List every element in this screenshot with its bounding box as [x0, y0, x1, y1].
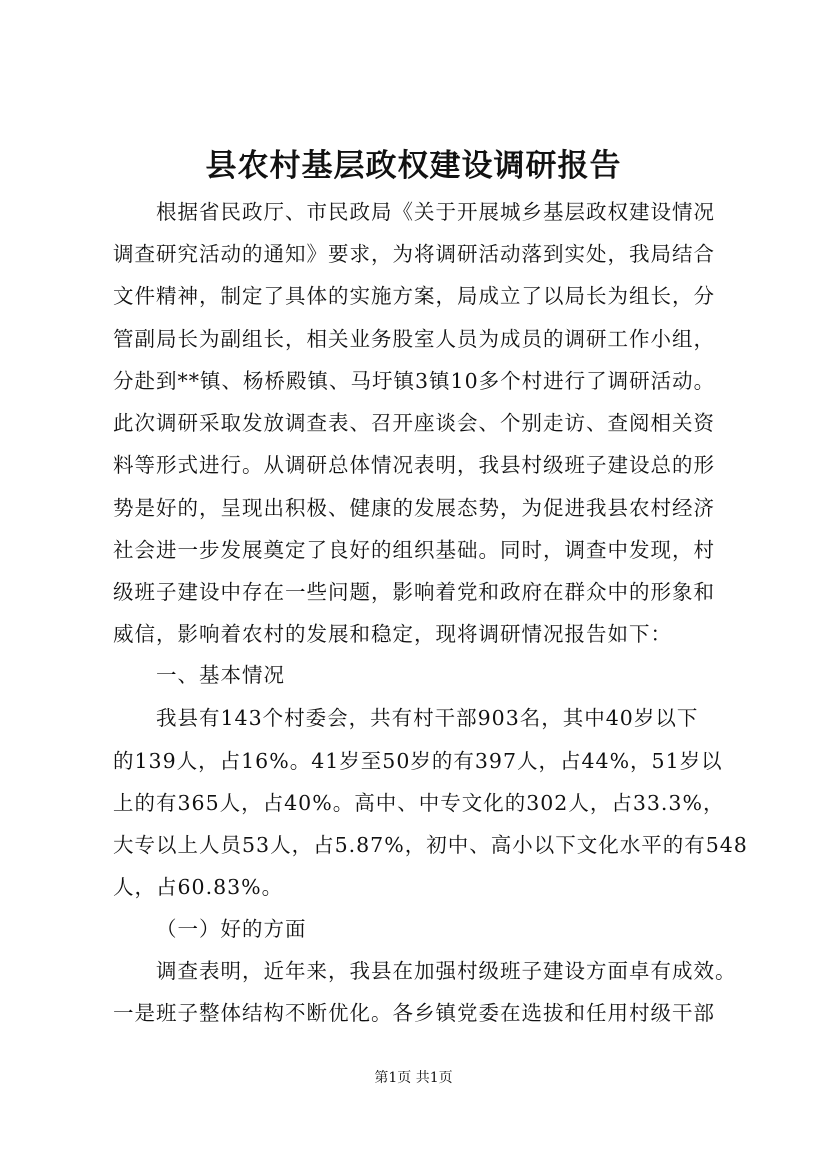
paragraph-line: 管副局长为副组长，相关业务股室人员为成员的调研工作小组，: [113, 327, 715, 351]
paragraph-line: 文件精神，制定了具体的实施方案，局成立了以局长为组长，分: [113, 284, 715, 308]
paragraph-line: 根据省民政厅、市民政局《关于开展城乡基层政权建设情况: [156, 200, 715, 224]
paragraph-line: 一是班子整体结构不断优化。各乡镇党委在选拔和任用村级干部: [113, 1001, 715, 1025]
paragraph-line: 调查研究活动的通知》要求，为将调研活动落到实处，我局结合: [113, 242, 715, 266]
paragraph-line: 级班子建设中存在一些问题，影响着党和政府在群众中的形象和: [113, 580, 715, 604]
paragraph-line: 社会进一步发展奠定了良好的组织基础。同时，调查中发现，村: [113, 538, 715, 562]
page-footer: 第1页 共1页: [374, 1070, 453, 1086]
document-title: 县农村基层政权建设调研报告: [205, 148, 622, 184]
subsection-heading: （一）好的方面: [156, 917, 307, 941]
paragraph-line: 调查表明，近年来，我县在加强村级班子建设方面卓有成效。: [156, 959, 737, 983]
paragraph-line: 分赴到**镇、杨桥殿镇、马圩镇3镇10多个村进行了调研活动。: [113, 369, 716, 393]
section-heading: 一、基本情况: [156, 663, 285, 687]
paragraph-line: 我县有143个村委会，共有村干部903名，其中40岁以下: [156, 706, 699, 730]
paragraph-line: 人，占60.83%。: [113, 875, 284, 899]
paragraph-line: 料等形式进行。从调研总体情况表明，我县村级班子建设总的形: [113, 453, 715, 477]
paragraph-line: 上的有365人，占40%。高中、中专文化的302人，占33.3%，: [113, 791, 725, 815]
paragraph-line: 大专以上人员53人，占5.87%，初中、高小以下文化水平的有548: [113, 833, 748, 857]
paragraph-line: 的139人，占16%。41岁至50岁的有397人，占44%，51岁以: [113, 749, 723, 773]
paragraph-line: 此次调研采取发放调查表、召开座谈会、个别走访、查阅相关资: [113, 411, 715, 435]
paragraph-line: 威信，影响着农村的发展和稳定，现将调研情况报告如下：: [113, 622, 672, 646]
paragraph-line: 势是好的，呈现出积极、健康的发展态势，为促进我县农村经济: [113, 496, 715, 520]
